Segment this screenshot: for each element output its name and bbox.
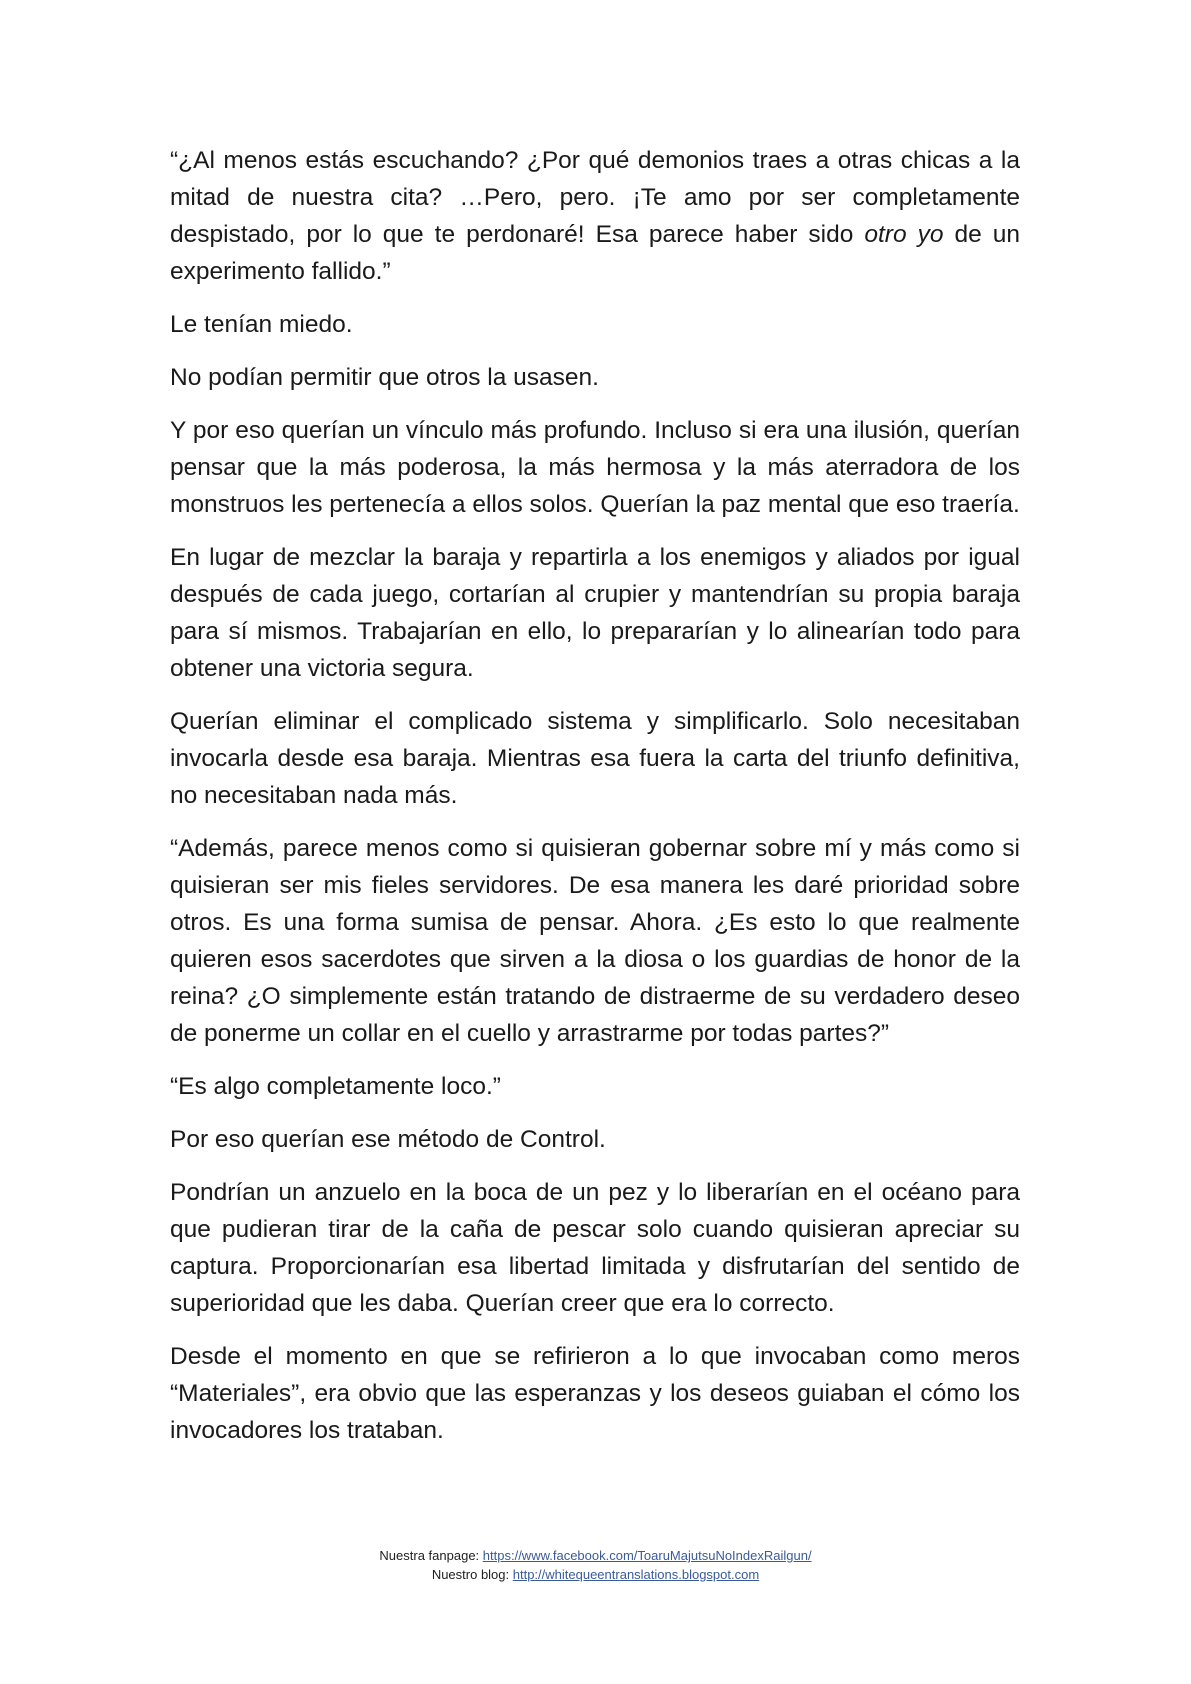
footer-blog-label: Nuestro blog: [431,1567,513,1582]
footer-fanpage-label: Nuestra fanpage: [379,1548,483,1563]
paragraph-1-start: “¿Al menos estás escuchando? ¿Por qué demonios traes a otras chicas a la mitad de nuestra cita? …Pero, pero. ¡Te amo por ser completamente despistado, por lo que te perdonaré! Esa parece haber sido [170,147,1020,248]
paragraph-1 [170,142,1020,290]
footer-fanpage-line [0,1546,1191,1565]
paragraph-4: Y por eso querían un vínculo más profundo. Incluso si era una ilusión, querían pensar que la más poderosa, la más hermosa y la más aterradora de los monstruos les pertenecía a ellos solos. Querían la paz mental que eso traería. [170,417,1020,518]
footer-blog-link[interactable]: http://whitequeentranslations.blogspot.com [512,1567,760,1582]
paragraph-3: No podían permitir que otros la usasen. [170,364,599,391]
footer-fanpage-link[interactable]: https://www.facebook.com/ToaruMajutsuNoIndexRailgun/ [482,1548,812,1563]
footer-blog-line [0,1565,1191,1584]
paragraph-10: Pondrían un anzuelo en la boca de un pez y lo liberarían en el océano para que pudieran tirar de la caña de pescar solo cuando quisieran apreciar su captura. Proporcionarían esa libertad limitada y disfrutarían del sentido de superioridad que les daba. Querían creer que era lo correcto. [170,1179,1020,1317]
body-text [170,142,1020,1465]
paragraph-11: Desde el momento en que se refirieron a lo que invocaban como meros “Materiales”, era obvio que las esperanzas y los deseos guiaban el cómo los invocadores los trataban. [170,1343,1020,1444]
paragraph-2: Le tenían miedo. [170,311,353,338]
paragraph-5: En lugar de mezclar la baraja y repartirla a los enemigos y aliados por igual después de cada juego, cortarían al crupier y mantendrían su propia baraja para sí mismos. Trabajarían en ello, lo prepararían y lo alinearían todo para obtener una victoria segura. [170,544,1020,682]
paragraph-6: Querían eliminar el complicado sistema y simplificarlo. Solo necesitaban invocarla desde esa baraja. Mientras esa fuera la carta del triunfo definitiva, no necesitaban nada más. [170,708,1020,809]
page-footer [0,1546,1191,1584]
paragraph-8: “Es algo completamente loco.” [170,1073,501,1100]
paragraph-9: Por eso querían ese método de Control. [170,1126,606,1153]
paragraph-7: “Además, parece menos como si quisieran gobernar sobre mí y más como si quisieran ser mis fieles servidores. De esa manera les daré prioridad sobre otros. Es una forma sumisa de pensar. Ahora. ¿Es esto lo que realmente quieren esos sacerdotes que sirven a la diosa o los guardias de honor de la reina? ¿O simplemente están tratando de distraerme de su verdadero deseo de ponerme un collar en el cuello y arrastrarme por todas partes?” [170,835,1020,1047]
paragraph-1-emphasis: otro yo [864,221,944,248]
paragraph-1-end: de un experimento fallido.” [170,221,1020,285]
